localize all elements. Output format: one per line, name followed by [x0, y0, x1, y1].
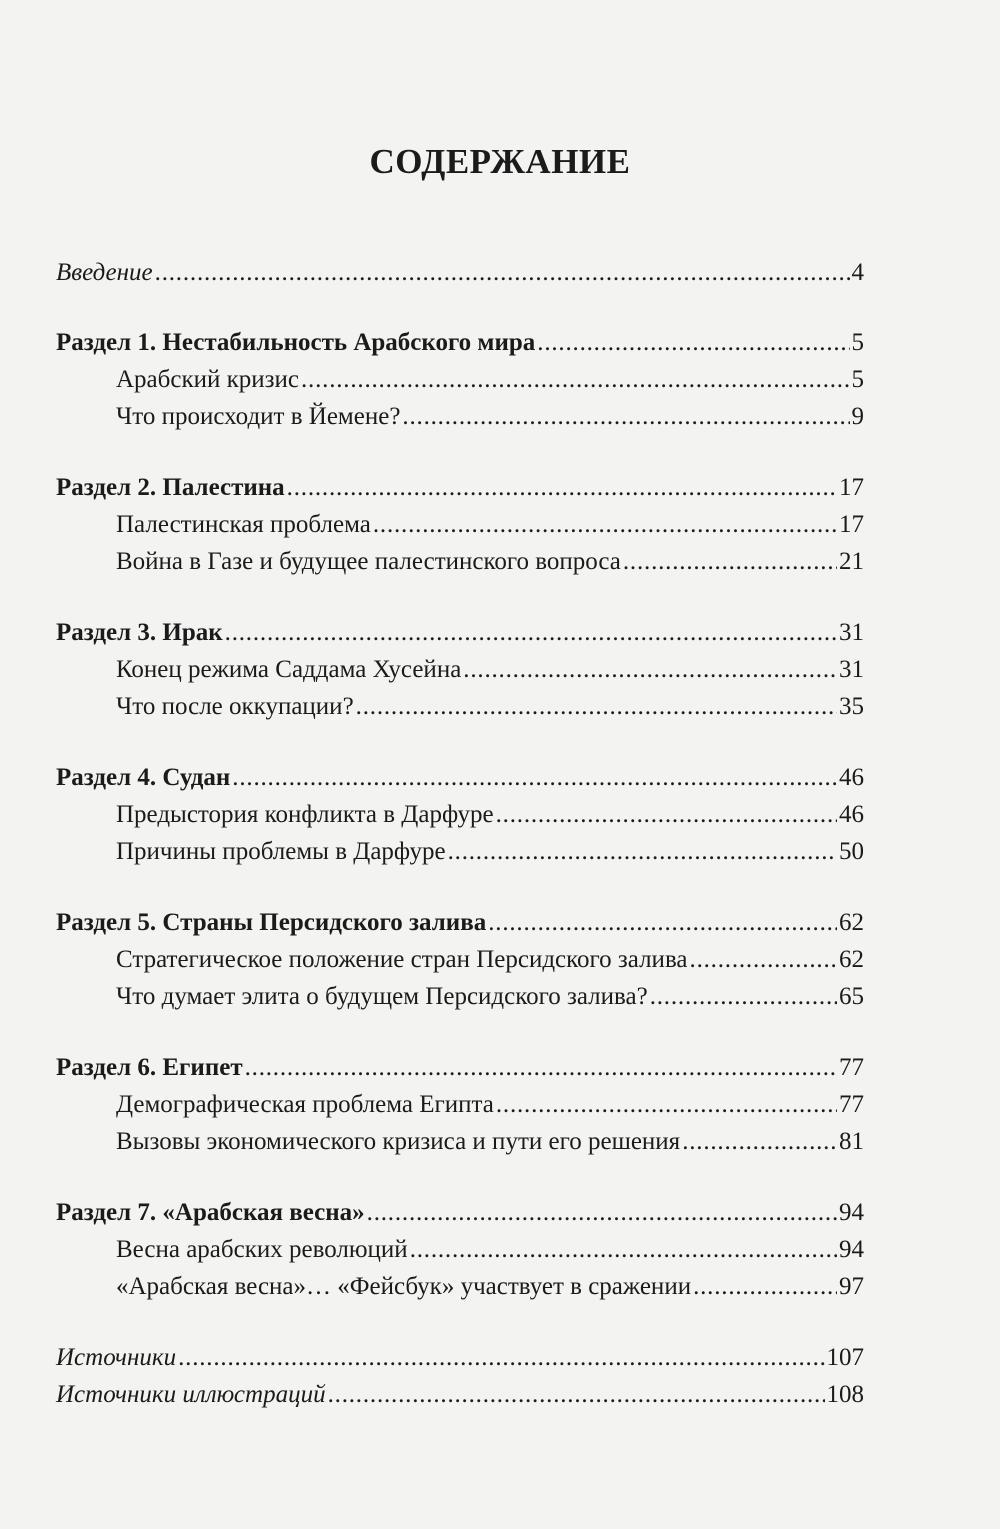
toc-subentry [56, 506, 864, 543]
toc-entry-page: 9 [851, 403, 864, 430]
toc-entry-page: 31 [839, 656, 864, 683]
spacer [56, 1160, 864, 1194]
spacer [56, 291, 864, 324]
dot-leader [356, 688, 837, 725]
dot-leader [537, 324, 849, 361]
toc-section-page: 17 [839, 474, 864, 501]
toc-subentry [56, 1268, 864, 1305]
toc-entry-label: Война в Газе и будущее палестинского вопроса [116, 548, 621, 575]
dot-leader [245, 1049, 837, 1086]
toc-entry-label: Конец режима Саддама Хусейна [116, 656, 462, 683]
toc-entry-label: Демографическая проблема Египта [116, 1091, 494, 1118]
toc-entry-page: 108 [826, 1381, 864, 1408]
dot-leader [178, 1339, 824, 1376]
toc-section-page: 31 [839, 619, 864, 646]
dot-leader [448, 833, 837, 870]
toc-entry-label: Введение [56, 259, 153, 286]
toc-entry-page: 50 [839, 838, 864, 865]
toc-entry-page: 35 [839, 693, 864, 720]
toc-section-6 [56, 1049, 864, 1086]
toc-entry-page: 65 [839, 983, 864, 1010]
toc-section-page: 46 [839, 764, 864, 791]
toc-entry-intro [56, 254, 864, 291]
dot-leader [623, 543, 837, 580]
toc-section-label: Раздел 3. Ирак [56, 619, 223, 646]
dot-leader [682, 1123, 837, 1160]
toc-entry-label: Вызовы экономического кризиса и пути его решения [116, 1128, 681, 1155]
toc-subentry [56, 833, 864, 870]
dot-leader [463, 651, 837, 688]
toc-entry-sources [56, 1339, 864, 1376]
toc-entry-label: Что происходит в Йемене? [116, 403, 401, 430]
toc-entry-page: 97 [839, 1273, 864, 1300]
spacer [56, 1015, 864, 1049]
toc-subentry [56, 361, 864, 398]
toc-subentry [56, 398, 864, 435]
toc-section-3 [56, 614, 864, 651]
toc-section-4 [56, 759, 864, 796]
toc-entry-page: 107 [826, 1344, 864, 1371]
toc-entry-label: Палестинская проблема [116, 511, 371, 538]
toc-entry-page: 94 [839, 1236, 864, 1263]
toc-section-page: 94 [839, 1199, 864, 1226]
toc-section-label: Раздел 5. Страны Персидского залива [56, 909, 487, 936]
toc-section-label: Раздел 4. Судан [56, 764, 231, 791]
dot-leader [232, 759, 837, 796]
toc-entry-label: Предыстория конфликта в Дарфуре [116, 801, 494, 828]
toc-entry-page: 46 [839, 801, 864, 828]
toc-subentry [56, 651, 864, 688]
spacer [56, 435, 864, 469]
toc-entry-label: «Арабская весна»… «Фейсбук» участвует в сражении [116, 1273, 692, 1300]
dot-leader [402, 398, 849, 435]
table-of-contents [56, 254, 864, 1413]
dot-leader [367, 1194, 837, 1231]
toc-entry-label: Стратегическое положение стран Персидского залива [116, 946, 688, 973]
dot-leader [496, 1086, 837, 1123]
dot-leader [488, 904, 837, 941]
toc-entry-page: 62 [839, 946, 864, 973]
dot-leader [410, 1231, 837, 1268]
toc-section-5 [56, 904, 864, 941]
toc-section-label: Раздел 7. «Арабская весна» [56, 1199, 365, 1226]
toc-subentry [56, 688, 864, 725]
toc-entry-page: 17 [839, 511, 864, 538]
toc-subentry [56, 796, 864, 833]
toc-entry-label: Весна арабских революций [116, 1236, 408, 1263]
dot-leader [301, 361, 850, 398]
toc-entry-label: Причины проблемы в Дарфуре [116, 838, 446, 865]
toc-entry-label: Что думает элита о будущем Персидского залива? [116, 983, 648, 1010]
spacer [56, 870, 864, 904]
page-title: СОДЕРЖАНИЕ [369, 142, 631, 181]
toc-subentry [56, 543, 864, 580]
toc-subentry [56, 1123, 864, 1160]
toc-subentry [56, 941, 864, 978]
toc-section-2 [56, 469, 864, 506]
spacer [56, 1305, 864, 1339]
toc-entry-page: 77 [839, 1091, 864, 1118]
toc-section-label: Раздел 1. Нестабильность Арабского мира [56, 329, 536, 356]
toc-entry-page: 21 [839, 548, 864, 575]
toc-section-page: 62 [839, 909, 864, 936]
dot-leader [690, 941, 837, 978]
dot-leader [155, 254, 850, 291]
toc-entry-page: 5 [851, 366, 864, 393]
toc-section-label: Раздел 2. Палестина [56, 474, 285, 501]
dot-leader [373, 506, 837, 543]
toc-entry-label: Источники иллюстраций [56, 1381, 326, 1408]
toc-entry-page: 4 [851, 259, 864, 286]
toc-entry-label: Что после оккупации? [116, 693, 354, 720]
toc-entry-label: Источники [56, 1344, 177, 1371]
toc-entry-page: 81 [839, 1128, 864, 1155]
dot-leader [496, 796, 837, 833]
toc-subentry [56, 1086, 864, 1123]
toc-section-label: Раздел 6. Египет [56, 1054, 243, 1081]
toc-entry-illustration-sources [56, 1376, 864, 1413]
toc-entry-label: Арабский кризис [116, 366, 299, 393]
dot-leader [225, 614, 837, 651]
spacer [56, 580, 864, 614]
dot-leader [650, 978, 837, 1015]
toc-section-page: 77 [839, 1054, 864, 1081]
spacer [56, 725, 864, 759]
dot-leader [328, 1376, 825, 1413]
toc-subentry [56, 1231, 864, 1268]
dot-leader [693, 1268, 837, 1305]
toc-subentry [56, 978, 864, 1015]
toc-section-7 [56, 1194, 864, 1231]
toc-section-1 [56, 324, 864, 361]
toc-section-page: 5 [851, 329, 864, 356]
dot-leader [287, 469, 837, 506]
